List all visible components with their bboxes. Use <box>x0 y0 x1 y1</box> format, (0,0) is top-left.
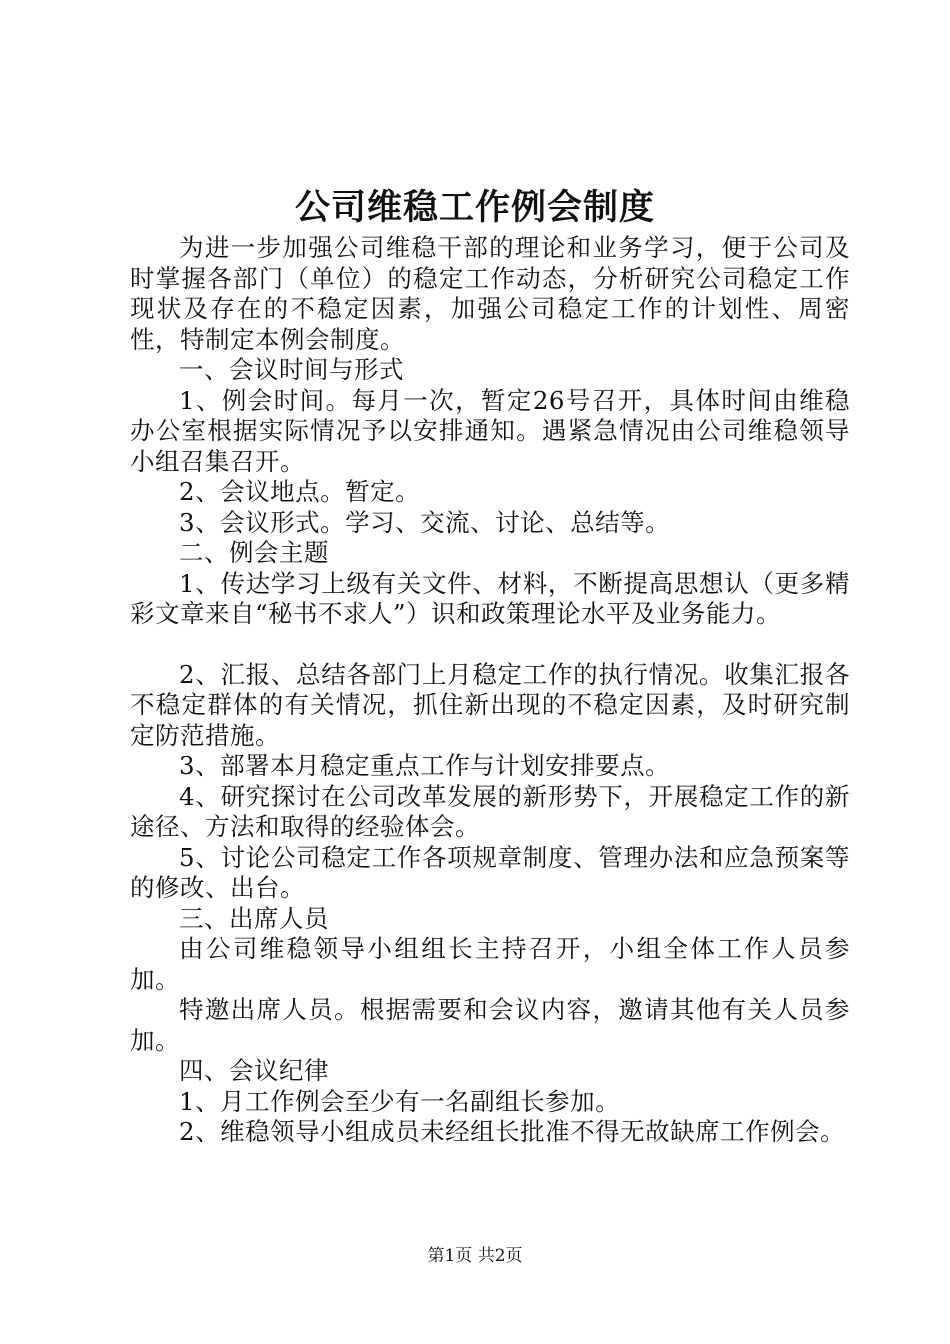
paragraph-discipline-1: 1、月工作例会至少有一名副组长参加。 <box>179 1086 621 1116</box>
paragraph-topic-1: 1、传达学习上级有关文件、材料，不断提高思想认（更多精彩文章来自“秘书不求人”）识和政策理论水平及业务能力。 <box>130 568 850 628</box>
paragraph-meeting-place: 2、会议地点。暂定。 <box>179 477 421 506</box>
document-body <box>130 233 850 1148</box>
page-number-footer: 第1页 共2页 <box>427 1246 523 1266</box>
paragraph-topic-2: 2、汇报、总结各部门上月稳定工作的执行情况。收集汇报各不稳定群体的有关情况，抓住新出现的不稳定因素，及时研究制定防范措施。 <box>130 659 850 750</box>
intro-paragraph: 为进一步加强公司维稳干部的理论和业务学习，便于公司及时掌握各部门（单位）的稳定工作动态，分析研究公司稳定工作现状及存在的不稳定因素，加强公司稳定工作的计划性、周密性，特制定本例会制度。 <box>130 233 850 354</box>
paragraph-topic-3: 3、部署本月稳定重点工作与计划安排要点。 <box>179 751 671 780</box>
paragraph-attendees: 由公司维稳领导小组组长主持召开，小组全体工作人员参加。 <box>130 934 850 994</box>
section-heading-1: 一、会议时间与形式 <box>179 355 404 384</box>
paragraph-topic-5: 5、讨论公司稳定工作各项规章制度、管理办法和应急预案等的修改、出台。 <box>130 842 850 902</box>
paragraph-topic-4: 4、研究探讨在公司改革发展的新形势下，开展稳定工作的新途径、方法和取得的经验体会。 <box>130 781 850 841</box>
paragraph-discipline-2: 2、维稳领导小组成员未经组长批准不得无故缺席工作例会。 <box>179 1117 846 1146</box>
section-heading-2: 二、例会主题 <box>179 538 329 567</box>
paragraph-invited-attendees: 特邀出席人员。根据需要和会议内容，邀请其他有关人员参加。 <box>130 995 850 1055</box>
section-heading-3: 三、出席人员 <box>179 903 329 933</box>
paragraph-meeting-time: 1、例会时间。每月一次，暂定26号召开，具体时间由维稳办公室根据实际情况予以安排通知。遇紧急情况由公司维稳领导小组召集召开。 <box>130 385 850 476</box>
paragraph-meeting-form: 3、会议形式。学习、交流、讨论、总结等。 <box>179 507 671 537</box>
document-title: 公司维稳工作例会制度 <box>294 187 655 228</box>
section-heading-4: 四、会议纪律 <box>179 1056 329 1085</box>
